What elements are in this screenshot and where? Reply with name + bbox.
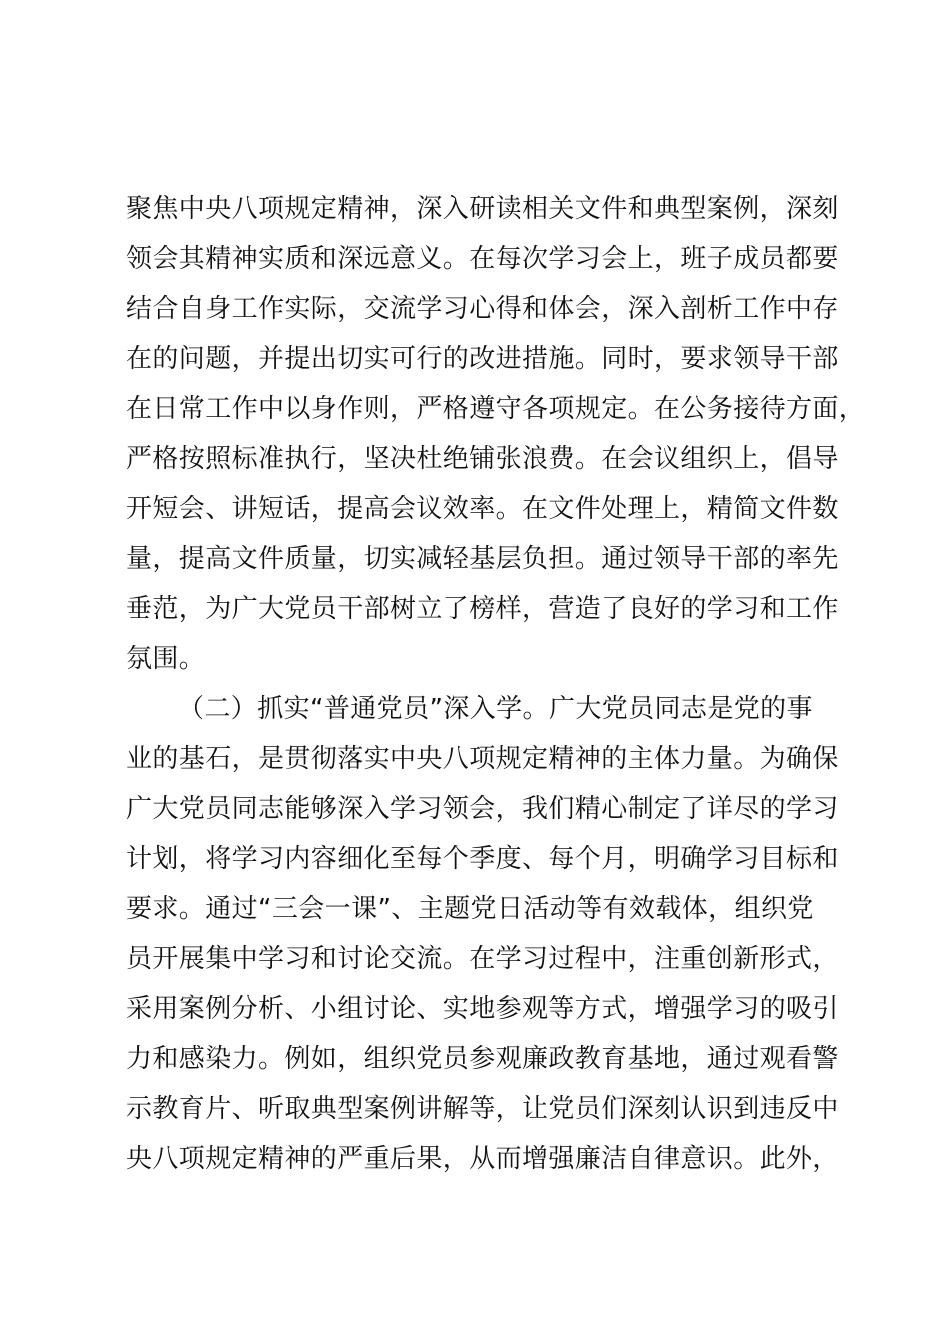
text-line: 聚焦中央八项规定精神，深入研读相关文件和典型案例，深刻 bbox=[126, 194, 839, 224]
text-line: 广大党员同志能够深入学习领会，我们精心制定了详尽的学习 bbox=[126, 794, 839, 824]
text-line: 严格按照标准执行，坚决杜绝铺张浪费。在会议组织上，倡导 bbox=[126, 444, 839, 474]
text-line: 量，提高文件质量，切实减轻基层负担。通过领导干部的率先 bbox=[126, 544, 839, 574]
text-line: 业的基石，是贯彻落实中央八项规定精神的主体力量。为确保 bbox=[126, 744, 839, 774]
text-line: 计划，将学习内容细化至每个季度、每个月，明确学习目标和 bbox=[126, 844, 839, 874]
body-text bbox=[126, 184, 866, 1184]
text-line: 示教育片、听取典型案例讲解等，让党员们深刻认识到违反中 bbox=[126, 1094, 839, 1124]
text-line: 在的问题，并提出切实可行的改进措施。同时，要求领导干部 bbox=[126, 344, 839, 374]
text-line: 在日常工作中以身作则，严格遵守各项规定。在公务接待方面， bbox=[126, 394, 866, 424]
text-line: 开短会、讲短话，提高会议效率。在文件处理上，精简文件数 bbox=[126, 494, 839, 524]
text-line: 领会其精神实质和深远意义。在每次学习会上，班子成员都要 bbox=[126, 244, 839, 274]
text-line: 要求。通过“三会一课”、主题党日活动等有效载体，组织党 bbox=[126, 894, 814, 924]
text-line: 氛围。 bbox=[126, 644, 206, 674]
text-line: 员开展集中学习和讨论交流。在学习过程中，注重创新形式， bbox=[126, 944, 839, 974]
text-line: 采用案例分析、小组讨论、实地参观等方式，增强学习的吸引 bbox=[126, 994, 839, 1024]
text-line: 结合自身工作实际，交流学习心得和体会，深入剖析工作中存 bbox=[126, 294, 839, 324]
text-line: 垂范，为广大党员干部树立了榜样，营造了良好的学习和工作 bbox=[126, 594, 839, 624]
text-line: 央八项规定精神的严重后果，从而增强廉洁自律意识。此外， bbox=[126, 1144, 839, 1174]
text-line: 力和感染力。例如，组织党员参观廉政教育基地，通过观看警 bbox=[126, 1044, 839, 1074]
section-heading-line: （二）抓实“普通党员”深入学。广大党员同志是党的事 bbox=[178, 694, 813, 724]
